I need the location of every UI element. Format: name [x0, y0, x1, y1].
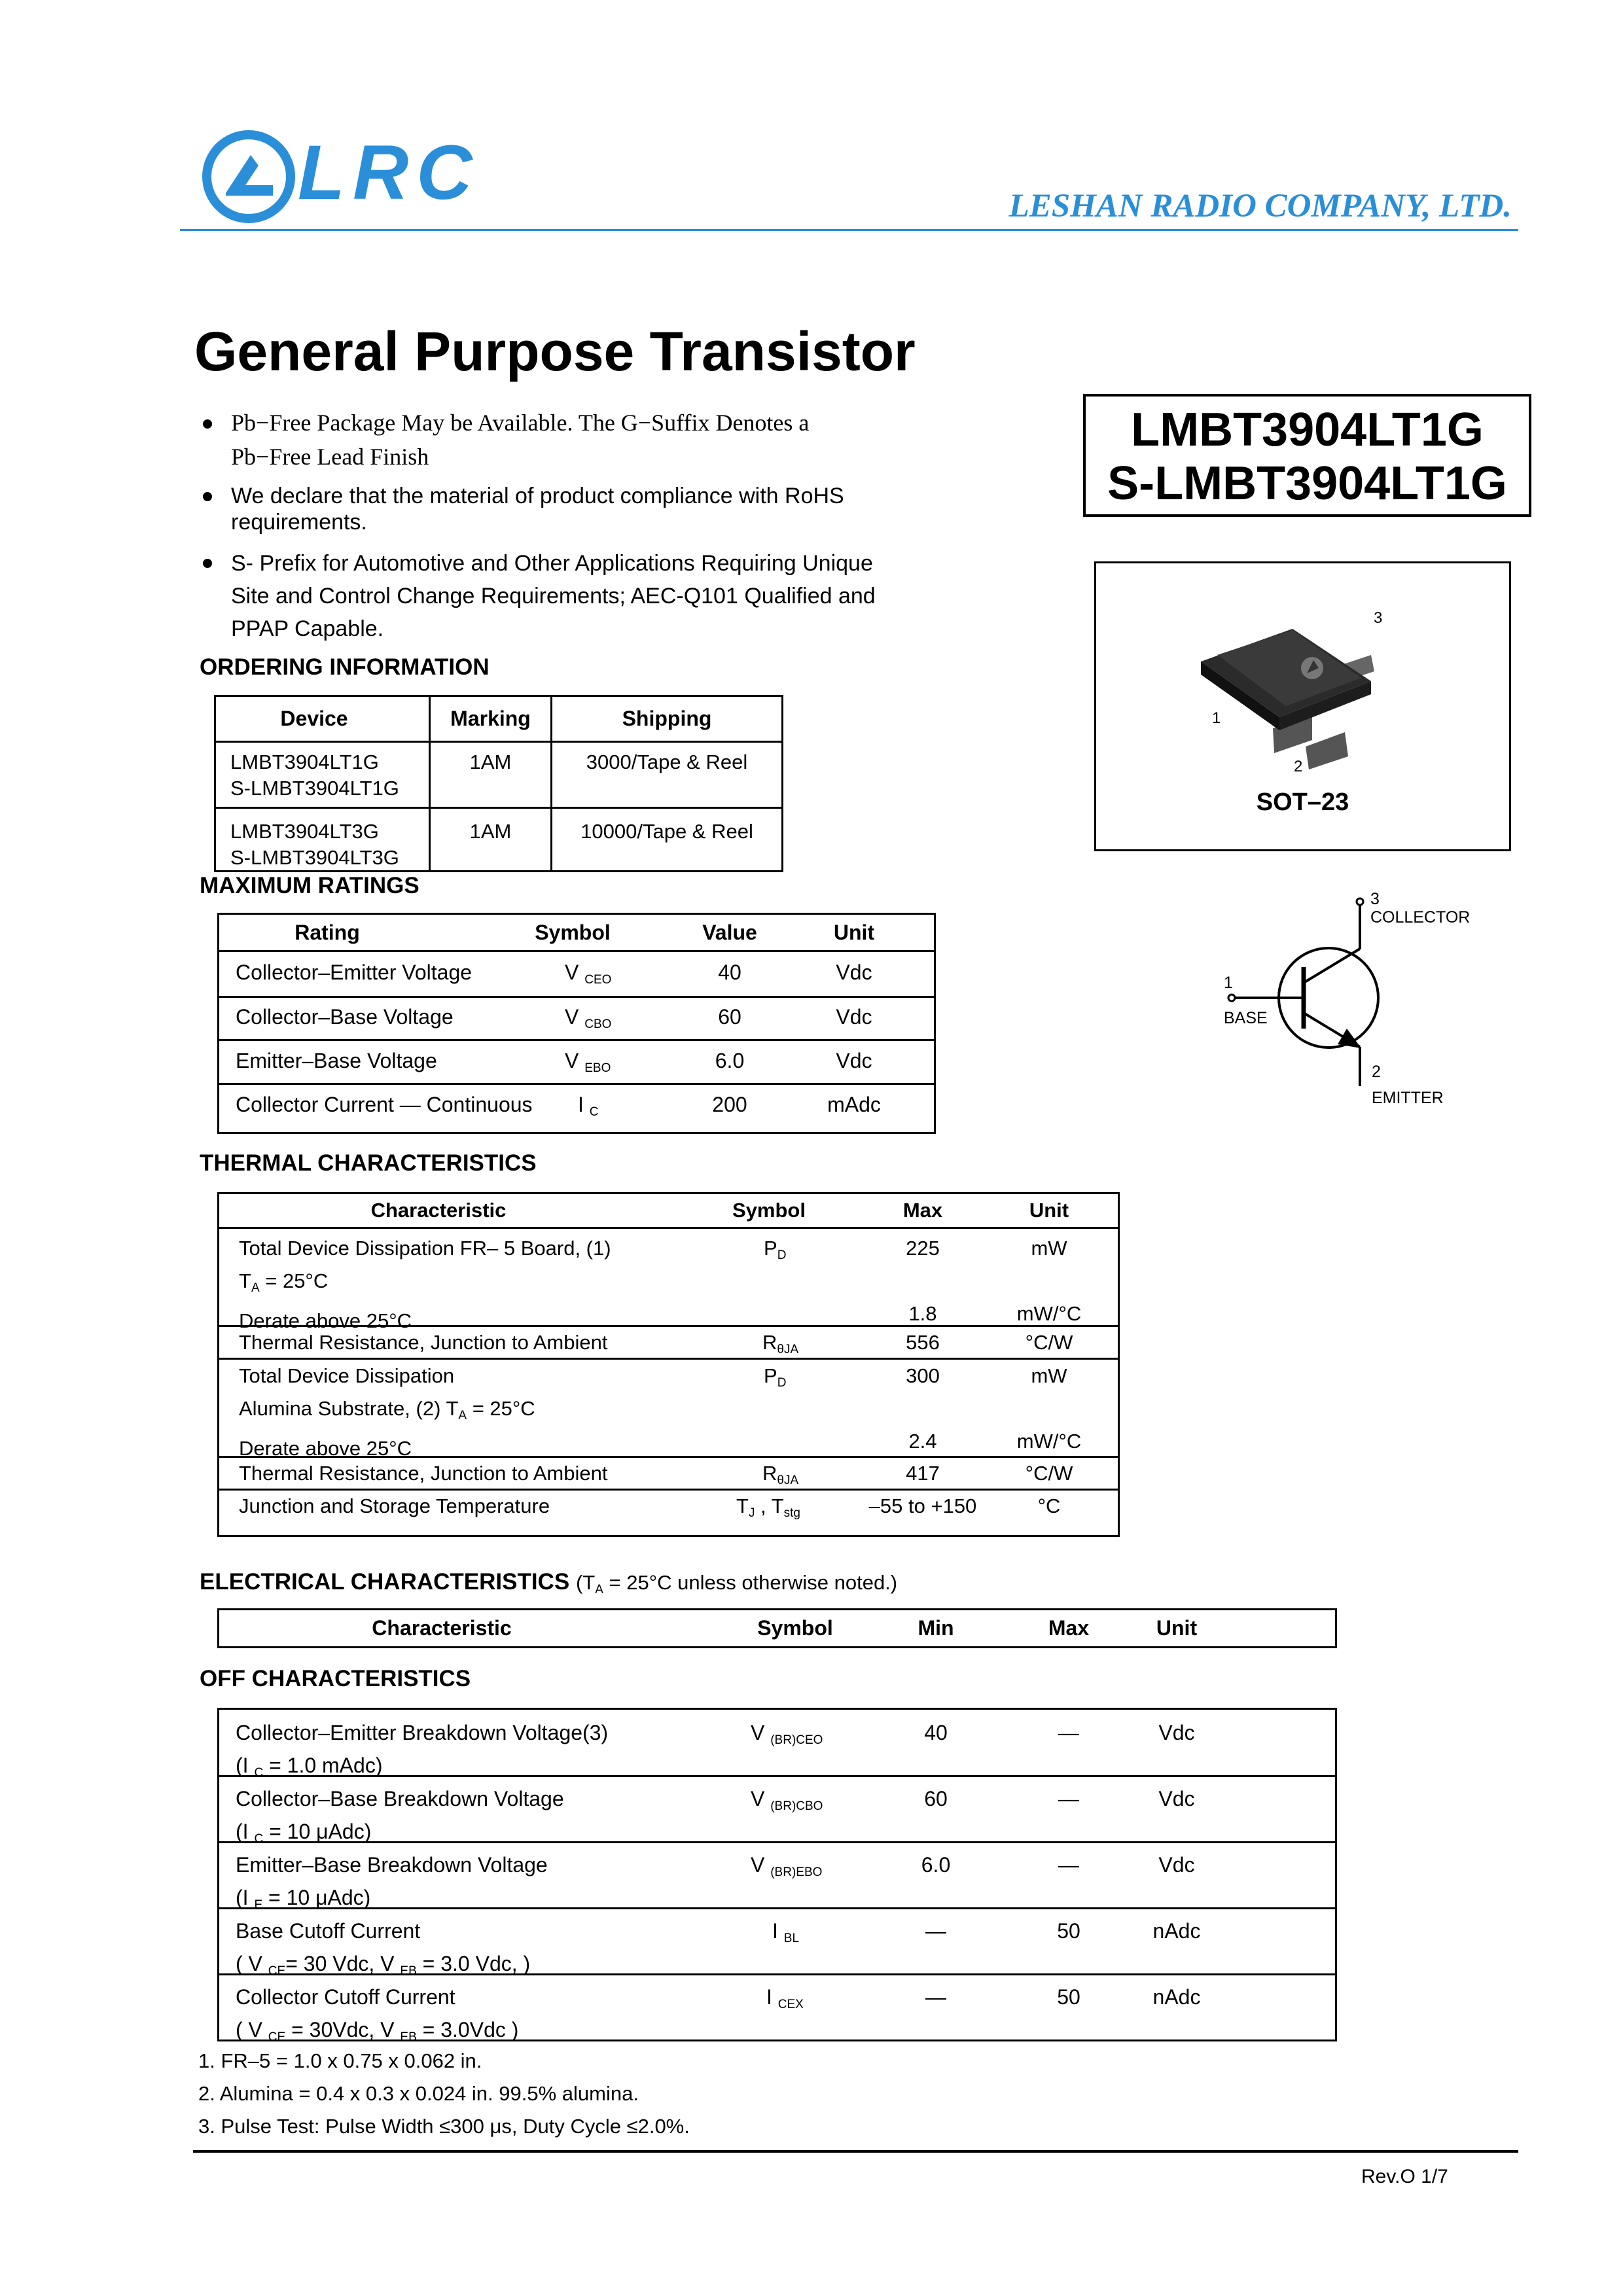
- symbol-letter: I: [772, 1919, 778, 1943]
- thermal-characteristic: Junction and Storage Temperature: [239, 1494, 550, 1517]
- ordering-row-2-marking: 1AM: [469, 820, 512, 843]
- max-value: 225: [906, 1237, 940, 1260]
- off-characteristic: [236, 1848, 548, 1922]
- page-title: General Purpose Transistor: [194, 321, 916, 382]
- header-symbol: Symbol: [535, 921, 611, 944]
- symbol-subscript: (BR)EBO: [770, 1865, 823, 1879]
- header-value: Value: [702, 921, 757, 944]
- bullet-line: S- Prefix for Automotive and Other Applications Requiring Unique: [231, 551, 873, 576]
- thermal-heading: THERMAL CHARACTERISTICS: [200, 1150, 537, 1176]
- condition-text: (I: [236, 1886, 255, 1909]
- table-rule: [219, 996, 934, 998]
- rating-symbol: [578, 1093, 599, 1120]
- bullet-line: Pb−Free Package May be Available. The G−Suffix Denotes a: [231, 410, 810, 436]
- symbol-subscript: D: [777, 1376, 787, 1390]
- symbol-letter: R: [762, 1462, 777, 1485]
- characteristic-line: Derate above 25°C: [239, 1309, 412, 1332]
- footnote-2: 2. Alumina = 0.4 x 0.3 x 0.024 in. 99.5% alumina.: [198, 2082, 639, 2105]
- symbol-subscript: (BR)CBO: [770, 1799, 823, 1813]
- condition-subscript: CE: [268, 2030, 286, 2044]
- footer-divider: [193, 2150, 1518, 2153]
- condition-text: ( V: [236, 2018, 268, 2041]
- device-name: LMBT3904LT3G: [230, 820, 379, 843]
- electrical-heading-line: [200, 1569, 897, 1597]
- off-unit: Vdc: [1158, 1721, 1195, 1744]
- off-unit: nAdc: [1152, 1985, 1201, 2009]
- thermal-characteristic: Thermal Resistance, Junction to Ambient: [239, 1331, 608, 1354]
- ordering-header-shipping: Shipping: [622, 707, 712, 730]
- off-symbol: [751, 1782, 823, 1823]
- characteristic-line: Derate above 25°C: [239, 1437, 412, 1460]
- ordering-row-2-shipping: 10000/Tape & Reel: [580, 820, 753, 843]
- symbol-letter: P: [764, 1364, 777, 1387]
- rating-value: 60: [718, 1005, 741, 1029]
- symbol-letter: R: [762, 1331, 777, 1354]
- ta-value: = 25°C: [467, 1397, 535, 1420]
- ordering-heading: ORDERING INFORMATION: [200, 654, 490, 680]
- characteristic-line: Total Device Dissipation: [239, 1364, 455, 1387]
- ordering-table: [214, 695, 783, 872]
- rating-unit: Vdc: [836, 1049, 872, 1072]
- characteristic-line: [239, 1265, 611, 1305]
- condition-subscript: A: [595, 1583, 603, 1597]
- max-value: 1.8: [908, 1302, 937, 1325]
- symbol-letter: I: [766, 1985, 772, 2009]
- thermal-unit: [984, 1232, 1115, 1330]
- header-unit: Unit: [1156, 1616, 1198, 1640]
- condition-text: = 10 μAdc): [262, 1886, 371, 1909]
- bullet-s-prefix: [203, 547, 962, 645]
- off-max: 50: [1057, 1919, 1080, 1943]
- condition-subscript: E: [254, 1898, 263, 1912]
- symbol-letter: V: [565, 961, 579, 984]
- symbol-subscript: BL: [783, 1932, 800, 1945]
- max-value: 2.4: [908, 1430, 937, 1453]
- thermal-unit: [984, 1360, 1115, 1458]
- symbol-subscript: CBO: [584, 1017, 612, 1031]
- header-characteristic: Characteristic: [372, 1616, 512, 1640]
- rating-name: Collector Current — Continuous: [236, 1093, 533, 1116]
- rating-value: 200: [712, 1093, 747, 1116]
- off-max: —: [1058, 1721, 1079, 1744]
- schematic-pin-2: 2: [1372, 1063, 1381, 1081]
- symbol-subscript: stg: [783, 1506, 801, 1520]
- condition-text: (T: [575, 1571, 596, 1594]
- thermal-unit: °C: [1037, 1494, 1061, 1517]
- header-rating: Rating: [294, 921, 360, 944]
- rating-name: Emitter–Base Voltage: [236, 1049, 437, 1072]
- condition-text: = 30Vdc, V: [285, 2018, 401, 2041]
- condition-subscript: EB: [400, 1964, 417, 1978]
- electrical-header-table: [217, 1608, 1337, 1648]
- off-characteristic: [236, 1716, 608, 1790]
- thermal-symbol: [764, 1360, 786, 1400]
- thermal-table: [217, 1192, 1120, 1537]
- ordering-row-1-shipping: 3000/Tape & Reel: [586, 751, 748, 773]
- footnote-3: 3. Pulse Test: Pulse Width ≤300 μs, Duty Cycle ≤2.0%.: [198, 2115, 690, 2138]
- company-name: LESHAN RADIO COMPANY, LTD.: [1008, 188, 1512, 224]
- off-symbol: [751, 1848, 822, 1889]
- symbol-subscript: CEO: [584, 973, 612, 987]
- package-name: SOT–23: [1256, 788, 1349, 816]
- characteristic-line: Total Device Dissipation FR– 5 Board, (1): [239, 1237, 611, 1260]
- symbol-letter: V: [565, 1005, 579, 1029]
- unit-value: mW/°C: [1016, 1430, 1082, 1453]
- off-max: 50: [1057, 1985, 1080, 2009]
- thermal-characteristic: [239, 1232, 611, 1337]
- off-unit: Vdc: [1158, 1853, 1195, 1877]
- table-rule: [216, 741, 781, 743]
- bullet-rohs: [203, 483, 962, 535]
- condition-text: = 10 μAdc): [263, 1820, 372, 1843]
- rating-value: 40: [718, 961, 741, 984]
- ordering-header-marking: Marking: [450, 707, 531, 730]
- schematic-emitter-label: EMITTER: [1372, 1089, 1444, 1107]
- table-rule: [216, 807, 781, 809]
- header-symbol: Symbol: [732, 1199, 806, 1222]
- off-characteristic: [236, 1981, 518, 2054]
- thermal-max: [857, 1360, 988, 1458]
- off-symbol: [751, 1716, 823, 1757]
- header-symbol: Symbol: [757, 1616, 833, 1640]
- characteristic-line: [239, 1392, 535, 1432]
- condition-subscript: C: [254, 1766, 264, 1780]
- off-unit: nAdc: [1152, 1919, 1201, 1943]
- thermal-max: 556: [906, 1331, 940, 1354]
- package-pin-1-label: 1: [1212, 709, 1221, 727]
- bullet-line: We declare that the material of product compliance with RoHS: [231, 484, 844, 508]
- company-logo: [200, 128, 298, 226]
- off-min: —: [925, 1919, 946, 1943]
- bullet-line: PPAP Capable.: [231, 616, 384, 641]
- device-name: LMBT3904LT1G: [230, 751, 379, 773]
- symbol-letter: V: [751, 1787, 765, 1810]
- characteristic-name: Collector Cutoff Current: [236, 1985, 455, 2009]
- max-ratings-heading: MAXIMUM RATINGS: [200, 873, 419, 898]
- condition-text: ( V: [236, 1952, 268, 1975]
- symbol-subscript: C: [589, 1105, 599, 1119]
- bullet-pb-free: [203, 406, 962, 474]
- rating-value: 6.0: [715, 1049, 745, 1072]
- ordering-row-1-marking: 1AM: [469, 751, 512, 773]
- rating-symbol: [565, 1049, 611, 1076]
- condition-subscript: EB: [400, 2030, 417, 2044]
- off-max: —: [1058, 1787, 1079, 1810]
- thermal-max: 417: [906, 1462, 940, 1485]
- condition-subscript: C: [254, 1832, 264, 1846]
- symbol-subscript: CEX: [777, 1998, 804, 2011]
- off-characteristic: [236, 1782, 564, 1856]
- device-name: S-LMBT3904LT1G: [230, 777, 399, 800]
- bullet-dot-icon: [203, 559, 212, 568]
- header-unit: Unit: [1029, 1199, 1069, 1222]
- part-number: S-LMBT3904LT1G: [1107, 457, 1507, 510]
- schematic-base-label: BASE: [1224, 1009, 1268, 1027]
- rating-symbol: [565, 1005, 611, 1032]
- thermal-unit: °C/W: [1025, 1462, 1073, 1485]
- rating-symbol: [565, 961, 611, 987]
- condition-text: = 3.0Vdc ): [416, 2018, 519, 2041]
- thermal-characteristic: [239, 1360, 535, 1465]
- thermal-symbol: [764, 1232, 786, 1272]
- table-rule: [219, 1083, 934, 1085]
- rating-unit: Vdc: [836, 1005, 872, 1029]
- ordering-row-1-device: [230, 749, 399, 802]
- table-rule: [219, 950, 934, 952]
- symbol-letter: , T: [755, 1494, 784, 1517]
- off-min: 60: [924, 1787, 948, 1810]
- condition-text: = 1.0 mAdc): [263, 1754, 383, 1777]
- off-characteristic: [236, 1915, 530, 1988]
- symbol-subscript: EBO: [584, 1061, 611, 1075]
- thermal-unit: °C/W: [1025, 1331, 1073, 1354]
- symbol-subscript: θJA: [777, 1343, 799, 1356]
- condition-text: = 25°C unless otherwise noted.): [603, 1571, 898, 1594]
- characteristic-name: Base Cutoff Current: [236, 1919, 421, 1943]
- symbol-letter: V: [751, 1853, 765, 1877]
- electrical-heading: ELECTRICAL CHARACTERISTICS: [200, 1569, 570, 1595]
- part-number-box: [1083, 394, 1531, 517]
- condition-text: (I: [236, 1820, 255, 1843]
- ta-subscript: A: [458, 1409, 467, 1422]
- symbol-letter: V: [751, 1721, 765, 1744]
- header-unit: Unit: [833, 921, 875, 944]
- ta-value: = 25°C: [259, 1269, 329, 1292]
- header-divider: [180, 229, 1518, 231]
- symbol-subscript: J: [748, 1506, 755, 1520]
- symbol-letter: I: [578, 1093, 584, 1116]
- thermal-characteristic: Thermal Resistance, Junction to Ambient: [239, 1462, 608, 1485]
- header-max: Max: [1048, 1616, 1090, 1640]
- bullet-line: Pb−Free Lead Finish: [231, 444, 429, 470]
- max-value: 300: [906, 1364, 940, 1387]
- schematic-pin-3: 3: [1370, 890, 1380, 908]
- max-ratings-table: [217, 913, 936, 1134]
- symbol-subscript: D: [777, 1248, 787, 1262]
- package-box: [1094, 561, 1511, 851]
- part-number: LMBT3904LT1G: [1131, 404, 1484, 456]
- rating-name: Collector–Base Voltage: [236, 1005, 454, 1029]
- off-characteristics-table: [217, 1708, 1337, 2044]
- symbol-letter: P: [764, 1237, 777, 1260]
- footnote-1: 1. FR–5 = 1.0 x 0.75 x 0.062 in.: [198, 2049, 482, 2072]
- ta-letter: Alumina Substrate, (2) T: [239, 1397, 459, 1420]
- off-max: —: [1058, 1853, 1079, 1877]
- bullet-dot-icon: [203, 419, 212, 429]
- symbol-letter: T: [736, 1494, 749, 1517]
- condition-subscript: CE: [268, 1964, 286, 1978]
- table-rule: [219, 1039, 934, 1041]
- bullet-line: Site and Control Change Requirements; AEC-Q101 Qualified and: [231, 584, 876, 609]
- bullet-line: requirements.: [231, 510, 367, 535]
- schematic-collector-label: COLLECTOR: [1370, 908, 1471, 927]
- off-heading: OFF CHARACTERISTICS: [200, 1666, 471, 1691]
- rating-unit: mAdc: [827, 1093, 881, 1116]
- ordering-header-device: Device: [280, 707, 348, 730]
- characteristic-condition: [236, 2013, 518, 2054]
- ta-letter: T: [239, 1269, 251, 1292]
- electrical-condition: [575, 1571, 898, 1597]
- device-name: S-LMBT3904LT3G: [230, 846, 399, 869]
- condition-text: (I: [236, 1754, 255, 1777]
- sot23-package-icon: [1096, 590, 1509, 786]
- unit-value: mW/°C: [1016, 1302, 1082, 1325]
- unit-value: mW: [1031, 1237, 1067, 1260]
- revision-page: Rev.O 1/7: [1361, 2166, 1448, 2187]
- condition-text: = 3.0 Vdc, ): [416, 1952, 531, 1975]
- package-pin-3-label: 3: [1374, 609, 1383, 627]
- header-min: Min: [918, 1616, 954, 1640]
- bullet-dot-icon: [203, 492, 212, 501]
- ta-subscript: A: [251, 1281, 260, 1295]
- package-pin-2-label: 2: [1294, 758, 1303, 775]
- unit-value: mW: [1031, 1364, 1067, 1387]
- schematic-pin-1: 1: [1224, 974, 1233, 992]
- characteristic-name: Collector–Emitter Breakdown Voltage(3): [236, 1721, 609, 1744]
- thermal-max: –55 to +150: [868, 1494, 977, 1517]
- thermal-max: [857, 1232, 988, 1330]
- symbol-letter: V: [565, 1049, 579, 1072]
- ordering-row-2-device: [230, 819, 399, 871]
- off-unit: Vdc: [1158, 1787, 1195, 1810]
- rating-name: Collector–Emitter Voltage: [236, 961, 473, 984]
- transistor-schematic: [1198, 890, 1505, 1112]
- symbol-subscript: (BR)CEO: [770, 1733, 823, 1747]
- symbol-subscript: θJA: [777, 1474, 799, 1487]
- header-max: Max: [902, 1199, 943, 1222]
- characteristic-name: Emitter–Base Breakdown Voltage: [236, 1853, 548, 1877]
- condition-text: = 30 Vdc, V: [285, 1952, 401, 1975]
- off-min: 6.0: [921, 1853, 951, 1877]
- off-symbol: [772, 1915, 799, 1955]
- off-min: 40: [924, 1721, 948, 1744]
- header-characteristic: Characteristic: [370, 1199, 507, 1222]
- characteristic-name: Collector–Base Breakdown Voltage: [236, 1787, 564, 1810]
- off-symbol: [766, 1981, 804, 2021]
- logo-emblem-icon: [200, 128, 298, 226]
- rating-unit: Vdc: [836, 961, 872, 984]
- table-rule: [219, 1227, 1118, 1229]
- logo-wordmark: LRC: [298, 130, 480, 216]
- off-min: —: [925, 1985, 946, 2009]
- thermal-symbol: [736, 1491, 800, 1528]
